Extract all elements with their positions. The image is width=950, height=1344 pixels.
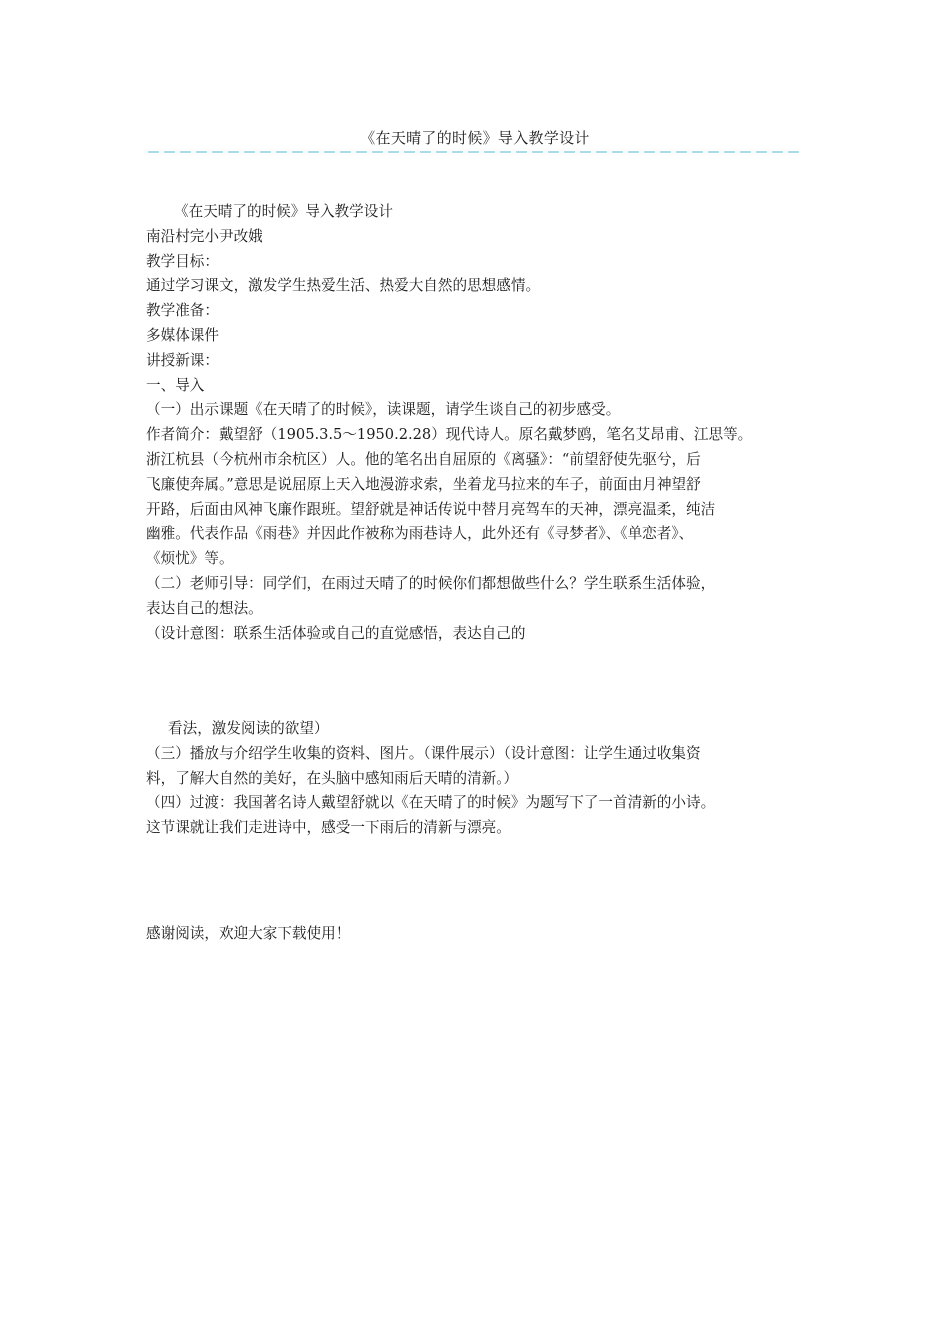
- section-one-heading: 一、导入: [146, 376, 205, 394]
- prep-text: 多媒体课件: [146, 326, 219, 344]
- bio-line: 浙江杭县（今杭州市余杭区）人。他的笔名出自屈原的《离骚》：“前望舒使先驱兮，后: [146, 450, 701, 468]
- lesson-body: [146, 200, 836, 646]
- bio-line: 作者简介：戴望舒（1905.3.5～1950.2.28）现代诗人。原名戴梦鸥，笔名艾昂甫、江思等。: [146, 426, 753, 444]
- author-line: 南沿村完小尹改娥: [146, 227, 263, 245]
- part2-line: （二）老师引导：同学们，在雨过天晴了的时候你们都想做些什么？学生联系生活体验，: [146, 574, 716, 592]
- design-intent-line: （设计意图：联系生活体验或自己的直觉感悟，表达自己的: [146, 624, 526, 642]
- closing-block: [146, 922, 836, 947]
- page-title: 《在天晴了的时候》导入教学设计: [360, 129, 590, 147]
- bio-line: 飞廉使奔属。”意思是说屈原上天入地漫游求索，坐着龙马拉来的车子，前面由月神望舒: [146, 475, 701, 493]
- closing-text: 感谢阅读，欢迎大家下载使用！: [146, 925, 351, 942]
- part4-line: 这节课就让我们走进诗中，感受一下雨后的清新与漂亮。: [146, 819, 511, 837]
- new-lesson-heading: 讲授新课：: [146, 351, 219, 369]
- part3-line: （三）播放与介绍学生收集的资料、图片。（课件展示）（设计意图：让学生通过收集资: [146, 744, 701, 762]
- design-intent-continued: 看法，激发阅读的欲望）: [168, 720, 329, 737]
- bio-line: 幽雅。代表作品《雨巷》并因此作被称为雨巷诗人，此外还有《寻梦者》、《单恋者》、: [146, 525, 694, 543]
- dashed-divider: [148, 150, 803, 154]
- prep-heading: 教学准备：: [146, 302, 219, 320]
- lesson-body-continued: [146, 717, 836, 841]
- part1-line: （一）出示课题《在天晴了的时候》，读课题，请学生谈自己的初步感受。: [146, 401, 621, 419]
- part2-line: 表达自己的想法。: [146, 599, 263, 617]
- bio-line: 《烦忧》等。: [146, 550, 234, 568]
- part3-line: 料，了解大自然的美好，在头脑中感知雨后天晴的清新。）: [146, 769, 519, 787]
- dashed-divider-line: [148, 150, 803, 154]
- goal-heading: 教学目标：: [146, 252, 219, 270]
- goal-text: 通过学习课文，激发学生热爱生活、热爱大自然的思想感情。: [146, 277, 541, 295]
- header-line: 《在天晴了的时候》导入教学设计: [174, 203, 393, 220]
- bio-line: 开路，后面由风神飞廉作跟班。望舒就是神话传说中替月亮驾车的天神，漂亮温柔，纯洁: [146, 500, 716, 518]
- part4-line: （四）过渡：我国著名诗人戴望舒就以《在天晴了的时候》为题写下了一首清新的小诗。: [146, 794, 716, 812]
